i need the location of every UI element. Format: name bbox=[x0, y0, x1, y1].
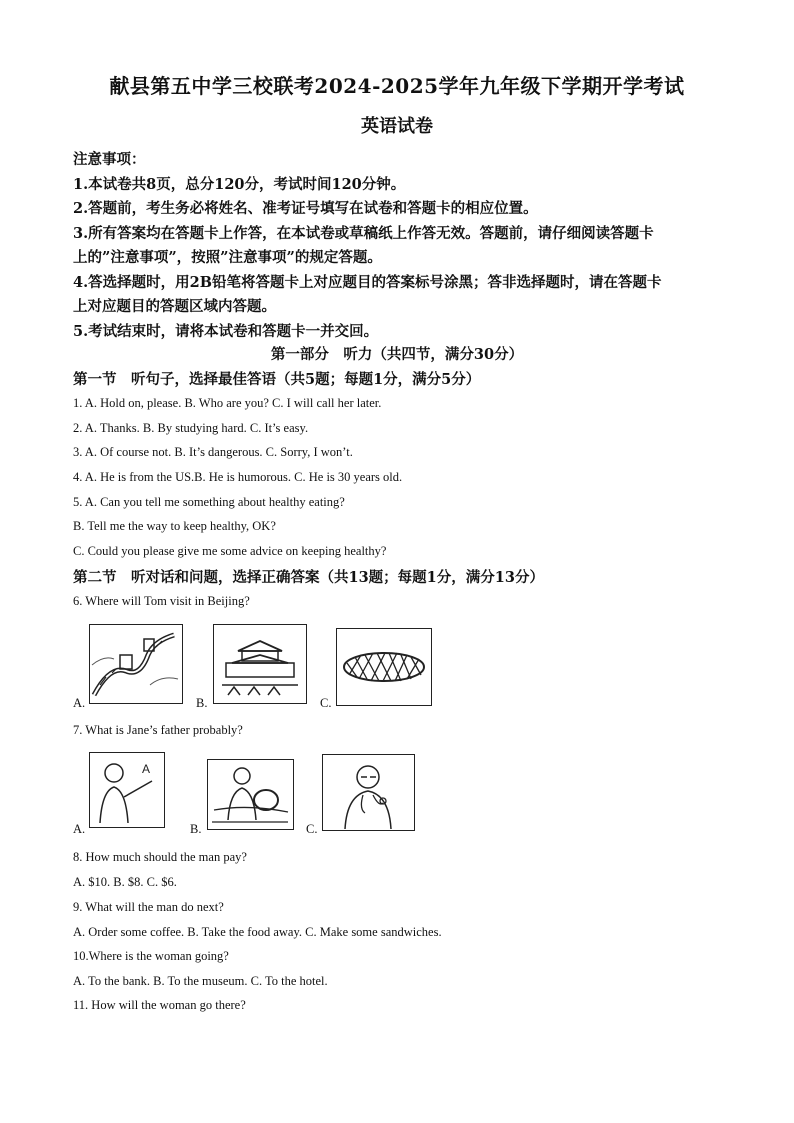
q7-label-b: B. bbox=[190, 822, 202, 836]
q7-label-a: A. bbox=[73, 822, 86, 836]
birds-nest-stadium-picture bbox=[336, 628, 432, 706]
exam-subtitle: 英语试卷 bbox=[361, 116, 433, 137]
notes-line: 4.答选择题时，用2B铅笔将答题卡上对应题目的答案标号涂黑；答非选择题时，请在答题卡 bbox=[73, 273, 662, 291]
question-9: 9. What will the man do next? bbox=[73, 900, 224, 914]
doctor-picture bbox=[322, 754, 415, 831]
question-3: 3. A. Of course not. B. It’s dangerous. C. Sorry, I won’t. bbox=[73, 445, 353, 459]
notes-line: 上的”注意事项”，按照”注意事项”的规定答题。 bbox=[73, 249, 382, 266]
notes-line: 3.所有答案均在答题卡上作答，在本试卷或草稿纸上作答无效。答题前，请仔细阅读答题卡 bbox=[73, 224, 654, 242]
question-5-option-b: B. Tell me the way to keep healthy, OK? bbox=[73, 519, 276, 533]
tiananmen-picture bbox=[213, 624, 307, 704]
question-10-options: A. To the bank. B. To the museum. C. To the hotel. bbox=[73, 974, 328, 988]
notes-line: 1.本试卷共8页，总分120分，考试时间120分钟。 bbox=[73, 175, 406, 193]
section2-title: 第二节 听对话和问题，选择正确答案（共13题；每题1分，满分13分） bbox=[73, 569, 544, 586]
part1-title: 第一部分 听力（共四节，满分30分） bbox=[270, 346, 524, 363]
question-8-options: A. $10. B. $8. C. $6. bbox=[73, 875, 177, 889]
question-10: 10.Where is the woman going? bbox=[73, 949, 229, 963]
question-8: 8. How much should the man pay? bbox=[73, 850, 247, 864]
q6-label-b: B. bbox=[196, 696, 208, 710]
svg-text:A: A bbox=[142, 762, 151, 776]
teacher-picture bbox=[89, 752, 165, 828]
question-4: 4. A. He is from the US.B. He is humorous. C. He is 30 years old. bbox=[73, 470, 403, 484]
q6-label-a: A. bbox=[73, 696, 86, 710]
question-2: 2. A. Thanks. B. By studying hard. C. It’s easy. bbox=[73, 421, 309, 435]
exam-title: 献县第五中学三校联考2024-2025学年九年级下学期开学考试 bbox=[109, 74, 685, 98]
question-5-option-c: C. Could you please give me some advice on keeping healthy? bbox=[73, 544, 387, 558]
great-wall-picture bbox=[89, 624, 183, 704]
notes-block bbox=[73, 148, 733, 344]
section1-title: 第一节 听句子，选择最佳答语（共5题；每题1分，满分5分） bbox=[73, 371, 481, 388]
question-5: 5. A. Can you tell me something about healthy eating? bbox=[73, 495, 345, 509]
q7-label-c: C. bbox=[306, 822, 318, 836]
notes-line: 上对应题目的答题区域内答题。 bbox=[73, 298, 276, 315]
notes-heading: 注意事项： bbox=[73, 151, 146, 168]
question-7: 7. What is Jane’s father probably? bbox=[73, 723, 243, 737]
question-11: 11. How will the woman go there? bbox=[73, 998, 246, 1012]
notes-line: 5.考试结束时，请将本试卷和答题卡一并交回。 bbox=[73, 322, 379, 340]
question-9-options: A. Order some coffee. B. Take the food away. C. Make some sandwiches. bbox=[73, 925, 442, 939]
driver-picture bbox=[207, 759, 294, 830]
question-6: 6. Where will Tom visit in Beijing? bbox=[73, 594, 250, 608]
notes-line: 2.答题前，考生务必将姓名、准考证号填写在试卷和答题卡的相应位置。 bbox=[73, 200, 538, 217]
question-1: 1. A. Hold on, please. B. Who are you? C. I will call her later. bbox=[73, 396, 382, 410]
q6-label-c: C. bbox=[320, 696, 332, 710]
